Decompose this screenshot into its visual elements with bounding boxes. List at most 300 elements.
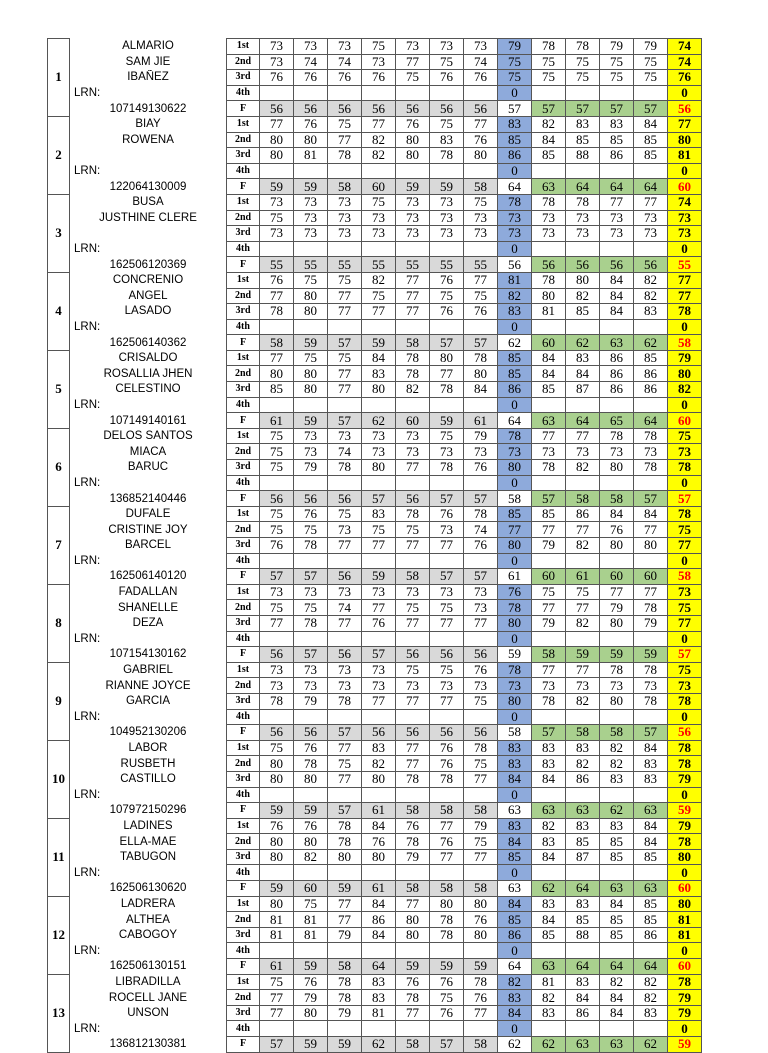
grade-cell: 73 xyxy=(362,444,396,460)
grade-cell: 84 xyxy=(600,288,634,304)
grade-cell: 78 xyxy=(464,740,498,756)
grade-cell: 79 xyxy=(328,1005,362,1021)
student-name-first: RIANNE JOYCE xyxy=(70,678,227,694)
quarter-label: 1st xyxy=(227,974,260,990)
grade-cell: 56 xyxy=(464,647,498,663)
lrn-number: 162506130151 xyxy=(70,959,227,975)
grade-cell xyxy=(532,163,566,179)
grade-cell xyxy=(532,865,566,881)
quarter-label: 3rd xyxy=(227,1005,260,1021)
grade-cell: 58 xyxy=(430,803,464,819)
subject-average-cell: 85 xyxy=(498,506,532,522)
grade-cell: 62 xyxy=(532,881,566,897)
grade-cell: 81 xyxy=(532,974,566,990)
quarter-label: 3rd xyxy=(227,538,260,554)
grade-cell xyxy=(362,319,396,335)
general-average-cell: 78 xyxy=(668,693,702,709)
general-average-cell: 73 xyxy=(668,226,702,242)
general-average-cell: 58 xyxy=(668,569,702,585)
student-7-row-q1 xyxy=(48,506,702,522)
grade-cell: 58 xyxy=(464,881,498,897)
grade-cell: 59 xyxy=(430,179,464,195)
grade-cell xyxy=(396,1021,430,1037)
grade-cell: 76 xyxy=(294,116,328,132)
subject-average-cell: 77 xyxy=(498,522,532,538)
grade-cell: 81 xyxy=(294,927,328,943)
subject-average-cell: 83 xyxy=(498,304,532,320)
grade-cell: 61 xyxy=(362,881,396,897)
grade-cell: 55 xyxy=(294,257,328,273)
quarter-label: 4th xyxy=(227,631,260,647)
grade-cell xyxy=(566,1021,600,1037)
grade-cell: 56 xyxy=(634,257,668,273)
general-average-cell: 0 xyxy=(668,319,702,335)
student-9-row-q3 xyxy=(48,693,702,709)
student-3-row-q4 xyxy=(48,241,702,257)
grade-cell: 77 xyxy=(396,740,430,756)
grade-cell: 78 xyxy=(328,974,362,990)
grade-cell: 75 xyxy=(532,70,566,86)
grade-cell xyxy=(430,787,464,803)
quarter-label: 4th xyxy=(227,865,260,881)
grade-cell: 85 xyxy=(600,834,634,850)
grade-cell: 82 xyxy=(566,756,600,772)
grade-cell: 62 xyxy=(634,1037,668,1053)
grade-cell: 73 xyxy=(396,678,430,694)
student-number: 5 xyxy=(48,350,70,428)
grade-cell: 73 xyxy=(430,678,464,694)
grade-cell xyxy=(362,631,396,647)
grade-cell xyxy=(532,85,566,101)
grade-cell: 75 xyxy=(430,116,464,132)
grade-cell: 73 xyxy=(634,226,668,242)
grade-cell: 59 xyxy=(294,803,328,819)
grade-cell: 76 xyxy=(464,538,498,554)
grade-cell: 63 xyxy=(532,179,566,195)
grade-cell: 55 xyxy=(362,257,396,273)
grade-cell: 85 xyxy=(532,382,566,398)
student-name-middle: CABOGOY xyxy=(70,927,227,943)
subject-average-cell: 61 xyxy=(498,569,532,585)
grade-cell xyxy=(566,709,600,725)
grade-cell: 76 xyxy=(362,70,396,86)
student-12-row-q2 xyxy=(48,912,702,928)
grade-cell: 73 xyxy=(260,662,294,678)
grade-cell: 78 xyxy=(396,990,430,1006)
student-name-last: DELOS SANTOS xyxy=(70,428,227,444)
grade-cell: 75 xyxy=(464,288,498,304)
grade-cell: 86 xyxy=(634,382,668,398)
general-average-cell: 0 xyxy=(668,787,702,803)
grade-cell: 75 xyxy=(566,54,600,70)
grade-cell: 85 xyxy=(634,148,668,164)
student-name-middle xyxy=(70,226,227,242)
grade-cell xyxy=(430,85,464,101)
grade-cell: 78 xyxy=(396,771,430,787)
quarter-label: 2nd xyxy=(227,990,260,1006)
grade-cell: 59 xyxy=(260,803,294,819)
grade-cell: 57 xyxy=(260,1037,294,1053)
grade-cell: 77 xyxy=(430,693,464,709)
grade-cell: 77 xyxy=(362,538,396,554)
quarter-label: 3rd xyxy=(227,148,260,164)
student-name-last: LADRERA xyxy=(70,896,227,912)
general-average-cell: 78 xyxy=(668,834,702,850)
student-name-first: JUSTHINE CLERE xyxy=(70,210,227,226)
grade-cell: 75 xyxy=(396,662,430,678)
grade-cell: 76 xyxy=(464,662,498,678)
grade-cell: 86 xyxy=(600,366,634,382)
grade-cell: 73 xyxy=(430,444,464,460)
grade-cell xyxy=(464,1021,498,1037)
subject-average-cell: 86 xyxy=(498,927,532,943)
grade-cell: 57 xyxy=(362,647,396,663)
general-average-cell: 78 xyxy=(668,740,702,756)
grade-cell: 84 xyxy=(634,116,668,132)
grade-cell xyxy=(532,1021,566,1037)
general-average-cell: 81 xyxy=(668,912,702,928)
quarter-label: F xyxy=(227,803,260,819)
general-average-cell: 78 xyxy=(668,506,702,522)
student-name-last: LABOR xyxy=(70,740,227,756)
grade-cell xyxy=(634,787,668,803)
grade-cell: 80 xyxy=(362,771,396,787)
grade-cell: 76 xyxy=(328,70,362,86)
grade-cell: 76 xyxy=(430,974,464,990)
grade-cell: 57 xyxy=(294,647,328,663)
grade-cell: 60 xyxy=(532,569,566,585)
student-number: 10 xyxy=(48,740,70,818)
grade-cell xyxy=(600,631,634,647)
grade-cell: 84 xyxy=(600,304,634,320)
subject-average-cell: 80 xyxy=(498,693,532,709)
grade-cell: 56 xyxy=(294,725,328,741)
grade-cell: 56 xyxy=(464,101,498,117)
grade-cell: 78 xyxy=(294,756,328,772)
student-number: 6 xyxy=(48,428,70,506)
student-4-row-q1 xyxy=(48,272,702,288)
grade-cell: 79 xyxy=(634,39,668,55)
quarter-label: 1st xyxy=(227,39,260,55)
grade-cell: 73 xyxy=(294,210,328,226)
grade-cell: 77 xyxy=(634,194,668,210)
grade-cell xyxy=(600,475,634,491)
grade-cell: 86 xyxy=(566,506,600,522)
grade-cell xyxy=(260,943,294,959)
grade-cell: 58 xyxy=(328,179,362,195)
quarter-label: 3rd xyxy=(227,382,260,398)
student-name-middle: GARCIA xyxy=(70,693,227,709)
grade-cell: 83 xyxy=(566,740,600,756)
grade-cell: 73 xyxy=(362,428,396,444)
grade-cell: 75 xyxy=(430,600,464,616)
grade-cell: 78 xyxy=(328,834,362,850)
grade-cell: 57 xyxy=(430,1037,464,1053)
subject-average-cell: 58 xyxy=(498,491,532,507)
grade-cell: 86 xyxy=(634,366,668,382)
grade-cell: 78 xyxy=(260,693,294,709)
student-name-last: CONCRENIO xyxy=(70,272,227,288)
student-number: 12 xyxy=(48,896,70,974)
grade-cell: 86 xyxy=(600,382,634,398)
subject-average-cell: 82 xyxy=(498,288,532,304)
general-average-cell: 56 xyxy=(668,101,702,117)
student-6-row-q2 xyxy=(48,444,702,460)
subject-average-cell: 0 xyxy=(498,475,532,491)
student-11-row-f xyxy=(48,881,702,897)
student-13-row-f xyxy=(48,1037,702,1053)
general-average-cell: 59 xyxy=(668,803,702,819)
quarter-label: 1st xyxy=(227,350,260,366)
grade-cell: 86 xyxy=(600,148,634,164)
grade-cell: 56 xyxy=(328,101,362,117)
grade-cell: 76 xyxy=(430,740,464,756)
grade-cell: 83 xyxy=(600,771,634,787)
general-average-cell: 78 xyxy=(668,460,702,476)
subject-average-cell: 83 xyxy=(498,740,532,756)
grade-cell: 64 xyxy=(566,959,600,975)
grade-cell: 77 xyxy=(430,615,464,631)
grade-cell: 56 xyxy=(328,491,362,507)
grade-cell: 80 xyxy=(260,849,294,865)
grade-cell xyxy=(430,865,464,881)
quarter-label: F xyxy=(227,335,260,351)
subject-average-cell: 79 xyxy=(498,39,532,55)
grade-cell: 80 xyxy=(634,538,668,554)
grade-cell: 77 xyxy=(396,272,430,288)
subject-average-cell: 0 xyxy=(498,241,532,257)
lrn-label: LRN: xyxy=(70,709,227,725)
grade-cell: 82 xyxy=(634,974,668,990)
student-2-row-q4 xyxy=(48,163,702,179)
student-6-row-q3 xyxy=(48,460,702,476)
grade-cell: 57 xyxy=(328,413,362,429)
subject-average-cell: 81 xyxy=(498,272,532,288)
grade-cell: 76 xyxy=(260,70,294,86)
subject-average-cell: 62 xyxy=(498,335,532,351)
student-name-last: LIBRADILLA xyxy=(70,974,227,990)
grade-cell: 80 xyxy=(430,896,464,912)
student-7-row-f xyxy=(48,569,702,585)
grade-cell: 73 xyxy=(328,39,362,55)
subject-average-cell: 78 xyxy=(498,428,532,444)
grade-cell: 75 xyxy=(328,756,362,772)
grade-cell: 57 xyxy=(260,569,294,585)
grade-cell: 57 xyxy=(328,803,362,819)
student-9-row-q2 xyxy=(48,678,702,694)
grade-cell: 80 xyxy=(260,834,294,850)
subject-average-cell: 73 xyxy=(498,678,532,694)
student-3-row-q2 xyxy=(48,210,702,226)
quarter-label: 1st xyxy=(227,584,260,600)
grade-cell xyxy=(634,1021,668,1037)
grade-cell: 73 xyxy=(566,210,600,226)
student-name-first: ANGEL xyxy=(70,288,227,304)
grade-cell: 84 xyxy=(566,990,600,1006)
quarter-label: F xyxy=(227,101,260,117)
grade-cell xyxy=(532,241,566,257)
lrn-label: LRN: xyxy=(70,553,227,569)
lrn-label: LRN: xyxy=(70,163,227,179)
quarter-label: F xyxy=(227,881,260,897)
grade-cell xyxy=(430,631,464,647)
student-1-row-q3 xyxy=(48,70,702,86)
grade-cell xyxy=(294,85,328,101)
grade-cell: 59 xyxy=(328,881,362,897)
quarter-label: 3rd xyxy=(227,927,260,943)
lrn-number: 136852140446 xyxy=(70,491,227,507)
grade-cell: 77 xyxy=(328,304,362,320)
grade-cell: 56 xyxy=(396,725,430,741)
general-average-cell: 57 xyxy=(668,647,702,663)
grade-cell xyxy=(362,553,396,569)
student-name-first: RUSBETH xyxy=(70,756,227,772)
grade-cell: 81 xyxy=(260,927,294,943)
grade-cell: 75 xyxy=(430,428,464,444)
general-average-cell: 0 xyxy=(668,709,702,725)
grade-cell: 78 xyxy=(532,272,566,288)
lrn-label: LRN: xyxy=(70,865,227,881)
grade-cell: 80 xyxy=(328,849,362,865)
grade-cell: 73 xyxy=(430,522,464,538)
grade-cell: 83 xyxy=(362,990,396,1006)
grade-cell xyxy=(430,241,464,257)
grade-cell: 58 xyxy=(396,803,430,819)
general-average-cell: 79 xyxy=(668,818,702,834)
quarter-label: 2nd xyxy=(227,600,260,616)
general-average-cell: 77 xyxy=(668,538,702,554)
grade-cell: 59 xyxy=(464,959,498,975)
grade-cell: 73 xyxy=(328,226,362,242)
grade-cell: 80 xyxy=(396,927,430,943)
grade-cell: 82 xyxy=(600,740,634,756)
grade-cell: 73 xyxy=(294,678,328,694)
grade-cell: 75 xyxy=(634,70,668,86)
grade-cell: 77 xyxy=(260,116,294,132)
student-10-row-q1 xyxy=(48,740,702,756)
grade-cell: 76 xyxy=(396,818,430,834)
grade-cell: 80 xyxy=(294,1005,328,1021)
grade-cell: 73 xyxy=(600,226,634,242)
student-number: 2 xyxy=(48,116,70,194)
grade-cell: 78 xyxy=(464,974,498,990)
grade-cell: 76 xyxy=(464,460,498,476)
grade-cell: 78 xyxy=(634,662,668,678)
grade-cell: 76 xyxy=(430,70,464,86)
grade-cell: 82 xyxy=(600,974,634,990)
grade-cell: 83 xyxy=(566,818,600,834)
general-average-cell: 0 xyxy=(668,1021,702,1037)
lrn-number: 162506120369 xyxy=(70,257,227,273)
grade-cell: 56 xyxy=(260,725,294,741)
grade-cell: 75 xyxy=(328,116,362,132)
grade-cell: 76 xyxy=(260,538,294,554)
quarter-label: F xyxy=(227,725,260,741)
grade-cell: 79 xyxy=(464,818,498,834)
grade-cell xyxy=(634,631,668,647)
grade-cell: 82 xyxy=(294,849,328,865)
grade-cell: 59 xyxy=(260,179,294,195)
quarter-label: 2nd xyxy=(227,288,260,304)
grade-cell: 82 xyxy=(362,148,396,164)
grade-cell: 73 xyxy=(464,678,498,694)
subject-average-cell: 73 xyxy=(498,444,532,460)
grade-cell xyxy=(328,787,362,803)
grade-cell: 73 xyxy=(532,678,566,694)
subject-average-cell: 83 xyxy=(498,116,532,132)
student-11-row-q2 xyxy=(48,834,702,850)
grade-cell: 56 xyxy=(532,257,566,273)
grade-cell: 78 xyxy=(532,693,566,709)
student-10-row-q3 xyxy=(48,771,702,787)
grade-cell: 73 xyxy=(430,210,464,226)
grade-cell: 77 xyxy=(430,849,464,865)
grade-cell: 78 xyxy=(430,148,464,164)
grade-cell: 75 xyxy=(294,350,328,366)
grade-cell: 79 xyxy=(294,460,328,476)
grade-cell: 75 xyxy=(396,522,430,538)
grade-cell: 83 xyxy=(566,896,600,912)
grade-cell: 77 xyxy=(430,538,464,554)
student-12-row-q3 xyxy=(48,927,702,943)
subject-average-cell: 83 xyxy=(498,818,532,834)
student-number: 4 xyxy=(48,272,70,350)
general-average-cell: 79 xyxy=(668,990,702,1006)
grade-cell: 57 xyxy=(634,491,668,507)
general-average-cell: 0 xyxy=(668,163,702,179)
student-1-row-q1 xyxy=(48,39,702,55)
grade-cell xyxy=(634,163,668,179)
general-average-cell: 81 xyxy=(668,148,702,164)
grade-cell: 58 xyxy=(396,881,430,897)
grade-cell: 75 xyxy=(328,350,362,366)
grade-cell: 82 xyxy=(566,460,600,476)
lrn-number: 104952130206 xyxy=(70,725,227,741)
grade-cell: 85 xyxy=(566,834,600,850)
grade-cell: 63 xyxy=(566,1037,600,1053)
grade-cell: 73 xyxy=(430,194,464,210)
grade-cell xyxy=(260,85,294,101)
grade-cell: 73 xyxy=(294,662,328,678)
general-average-cell: 75 xyxy=(668,522,702,538)
grade-cell: 59 xyxy=(294,1037,328,1053)
grade-cell xyxy=(260,709,294,725)
grade-cell: 77 xyxy=(396,288,430,304)
student-name-middle: CELESTINO xyxy=(70,382,227,398)
quarter-label: 3rd xyxy=(227,849,260,865)
grade-cell: 84 xyxy=(532,366,566,382)
grade-cell: 76 xyxy=(600,522,634,538)
grade-cell: 84 xyxy=(600,1005,634,1021)
general-average-cell: 79 xyxy=(668,350,702,366)
grade-cell: 82 xyxy=(532,116,566,132)
grade-cell xyxy=(600,85,634,101)
grade-cell xyxy=(396,163,430,179)
grade-cell: 57 xyxy=(328,335,362,351)
subject-average-cell: 0 xyxy=(498,865,532,881)
grade-cell: 57 xyxy=(464,491,498,507)
grade-cell: 76 xyxy=(260,818,294,834)
grade-cell: 82 xyxy=(362,756,396,772)
student-name-middle: DEZA xyxy=(70,615,227,631)
lrn-number: 122064130009 xyxy=(70,179,227,195)
grade-cell: 60 xyxy=(294,881,328,897)
grade-cell: 80 xyxy=(464,896,498,912)
subject-average-cell: 0 xyxy=(498,163,532,179)
student-9-row-f xyxy=(48,725,702,741)
grade-cell: 82 xyxy=(566,615,600,631)
student-1-row-q2 xyxy=(48,54,702,70)
